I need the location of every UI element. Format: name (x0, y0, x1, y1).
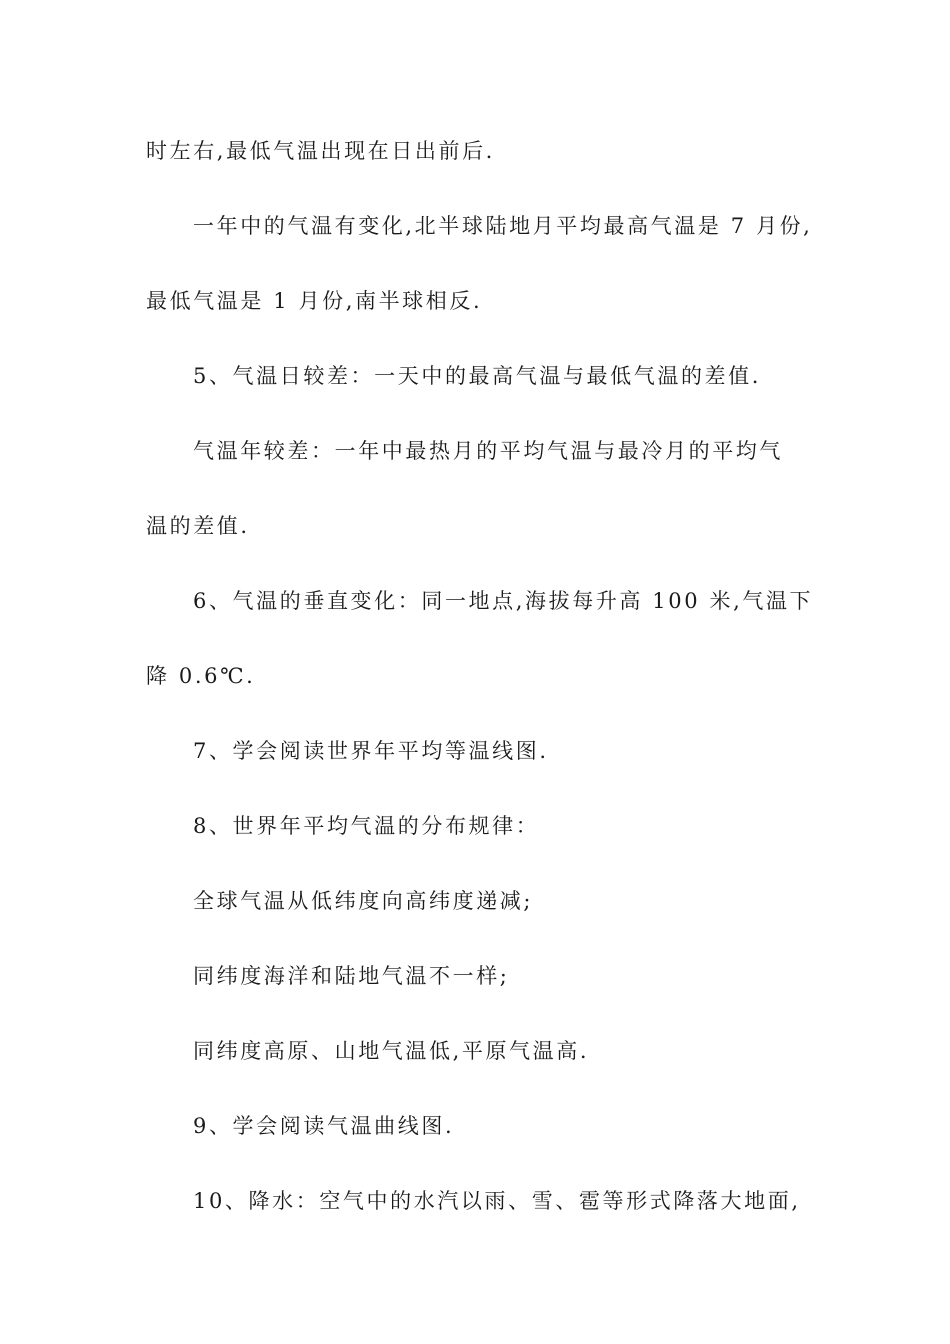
paragraph-line: 同纬度高原、山地气温低,平原气温高. (193, 1039, 590, 1063)
paragraph-line: 最低气温是 1 月份,南半球相反. (146, 289, 483, 313)
paragraph-line: 7、学会阅读世界年平均等温线图. (193, 739, 549, 763)
paragraph-line: 6、气温的垂直变化：同一地点,海拔每升高 100 米,气温下 (193, 589, 814, 613)
paragraph-line: 同纬度海洋和陆地气温不一样; (193, 964, 510, 988)
paragraph-line: 全球气温从低纬度向高纬度递减; (193, 889, 534, 913)
paragraph-line: 5、气温日较差：一天中的最高气温与最低气温的差值. (193, 364, 762, 388)
paragraph-line: 时左右,最低气温出现在日出前后. (146, 139, 495, 163)
paragraph-line: 8、世界年平均气温的分布规律： (193, 814, 540, 838)
paragraph-line: 温的差值. (146, 514, 250, 538)
paragraph-line: 10、降水：空气中的水汽以雨、雪、雹等形式降落大地面, (193, 1189, 801, 1213)
paragraph-line: 9、学会阅读气温曲线图. (193, 1114, 455, 1138)
paragraph-line: 一年中的气温有变化,北半球陆地月平均最高气温是 7 月份, (193, 214, 813, 238)
paragraph-line: 降 0.6℃. (146, 664, 256, 688)
paragraph-line: 气温年较差：一年中最热月的平均气温与最冷月的平均气 (193, 439, 783, 463)
